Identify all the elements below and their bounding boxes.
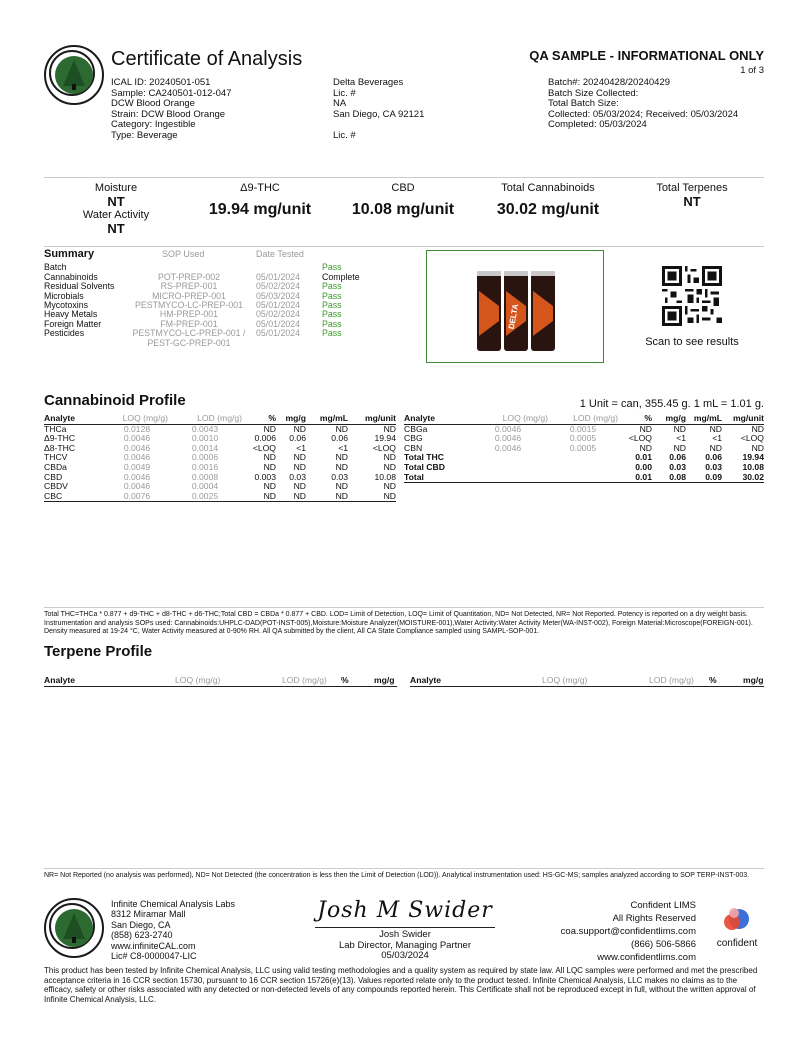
qr-caption: Scan to see results	[645, 336, 739, 348]
percent-cell: ND	[639, 442, 652, 453]
mg-g-cell: ND	[293, 452, 306, 463]
summary-row	[44, 339, 414, 348]
mg-ml-cell: ND	[335, 423, 348, 434]
terp-col-analyte-l: Analyte	[44, 675, 76, 685]
collected-received: Collected: 05/03/2024; Received: 05/03/2024	[548, 108, 739, 120]
signature-image: Josh M Swider	[317, 898, 493, 923]
client-city: San Diego, CA 92121	[333, 108, 425, 120]
lims-info	[561, 899, 696, 964]
loq-cell: 0.0046	[123, 481, 151, 492]
mg-g-cell: 0.06	[289, 433, 306, 444]
terpene-rule-right	[410, 686, 764, 687]
lab-license: Lic# C8-0000047-LIC	[111, 951, 197, 962]
empty-cell	[548, 463, 618, 473]
mg-g-cell: 0.03	[289, 471, 306, 482]
lod-cell: 0.0005	[569, 442, 597, 453]
mg-g-cell: <1	[676, 433, 686, 444]
page-number: 1 of 3	[740, 65, 764, 76]
analyte-cell: THCa	[44, 423, 67, 434]
percent-cell: 0.006	[254, 433, 276, 444]
lims-website[interactable]: www.confidentlims.com	[597, 952, 696, 963]
summary-header	[44, 250, 414, 259]
mg-ml-cell: ND	[709, 423, 722, 434]
summary-test-name: Microbials	[44, 290, 84, 301]
sample-id: Sample: CA240501-012-047	[111, 87, 232, 99]
analyte-cell: Δ9-THC	[44, 433, 76, 444]
analyte-cell: CBN	[404, 442, 423, 453]
summary-sop: PESTMYCO-LC-PREP-001	[134, 300, 244, 311]
terpene-rule-left	[44, 686, 397, 687]
d9-thc-label: Δ9-THC	[240, 182, 280, 194]
percent-cell: ND	[263, 452, 276, 463]
total-row	[404, 473, 764, 483]
mg-unit-cell: ND	[383, 481, 396, 492]
completed-date: Completed: 05/03/2024	[548, 119, 647, 130]
client-name: Delta Beverages	[333, 77, 404, 88]
col-mg-ml: mg/mL	[686, 414, 722, 424]
analyte-cell: CBD	[44, 471, 63, 482]
terp-col-percent-l: %	[341, 675, 349, 685]
terp-col-mg-g-l: mg/g	[374, 675, 395, 685]
mg-unit-cell: ND	[751, 423, 764, 434]
terp-col-percent-r: %	[709, 675, 717, 685]
signature-line	[315, 927, 495, 928]
lims-rights: All Rights Reserved	[612, 913, 696, 924]
moisture-label: Moisture	[94, 182, 138, 194]
summary-test-name: Foreign Matter	[44, 318, 102, 329]
page-title: Certificate of Analysis	[111, 48, 303, 70]
empty-cell	[548, 473, 618, 483]
moisture-metric	[60, 182, 172, 236]
summary-result: Pass	[322, 309, 342, 320]
client-lic-2: Lic. #	[333, 129, 356, 141]
mg-unit-cell: ND	[383, 452, 396, 463]
summary-test-name: Pesticides	[44, 328, 85, 339]
summary-spacer	[44, 339, 122, 348]
summary-result: Complete	[322, 271, 360, 282]
empty-cell	[468, 473, 548, 483]
cbd-label: CBD	[391, 182, 415, 194]
water-activity-value: NT	[107, 221, 125, 236]
product-image	[426, 250, 604, 363]
metrics-top-rule	[44, 177, 764, 178]
category: Category: Ingestible	[111, 119, 196, 130]
loq-cell: 0.0046	[494, 433, 522, 444]
terpene-title: Terpene Profile	[44, 643, 153, 660]
d9-thc-metric	[195, 182, 325, 219]
col-mg-unit: mg/unit	[722, 414, 764, 424]
mg-unit-cell: ND	[383, 423, 396, 434]
total-mg-ml-cell: 0.09	[686, 473, 722, 483]
col-analyte: Analyte	[44, 414, 106, 424]
percent-cell: <LOQ	[628, 433, 652, 444]
loq-cell: 0.0128	[123, 423, 151, 434]
lod-cell: 0.0015	[569, 423, 597, 434]
mg-ml-cell: <1	[338, 442, 348, 453]
total-terpenes-metric	[638, 182, 746, 209]
lab-name: Infinite Chemical Analysis Labs	[111, 899, 236, 909]
lod-cell: 0.0014	[191, 442, 219, 453]
footer-tree-icon	[55, 909, 93, 947]
summary-date: 05/02/2024	[256, 281, 301, 292]
terp-col-loq-r: LOQ (mg/g)	[542, 675, 588, 685]
total-name-cell: Total THC	[404, 452, 444, 463]
summary-date: 05/01/2024	[256, 328, 301, 339]
strain: Strain: DCW Blood Orange	[111, 108, 226, 120]
mg-unit-cell: ND	[348, 492, 396, 502]
lims-email[interactable]: coa.support@confidentlims.com	[560, 926, 696, 937]
total-percent-cell: 0.00	[635, 461, 652, 472]
col-lod: LOD (mg/g)	[168, 414, 242, 424]
signature-block	[310, 896, 500, 962]
lab-logo	[44, 45, 104, 105]
cbd-value: 10.08 mg/unit	[351, 201, 455, 218]
mg-g-cell: ND	[673, 442, 686, 453]
d9-thc-value: 19.94 mg/unit	[208, 201, 312, 218]
lod-cell: 0.0016	[191, 461, 219, 472]
col-percent: %	[242, 414, 276, 424]
analyte-cell: THCV	[44, 452, 68, 463]
total-percent-cell: 0.01	[635, 452, 652, 463]
summary-test-name: Batch	[44, 262, 67, 273]
confident-logo-icon	[722, 907, 752, 933]
lod-cell: 0.0010	[191, 433, 219, 444]
signer-title: Lab Director, Managing Partner	[338, 939, 472, 951]
summary-col-date: Date Tested	[256, 249, 304, 259]
summary-date: 05/02/2024	[256, 309, 301, 320]
analyte-cell: CBG	[404, 433, 423, 444]
water-activity-label: Water Activity	[82, 209, 150, 221]
disclaimer: This product has been tested by Infinite Chemical Analysis, LLC using valid testing methodologies and a quality system as required by state law. All LQC samples were performed and met the prescribed acceptance criteria in 16 CCR section 15730, pursuant to 16 CCR section 15726(e)(13). Values reported relate only to the product tested. Infinite Chemical Analysis, LLC makes no claims as to the efficacy, safety or other risks associated with any detected or non-detected levels of any compounds reported herein. This Certificate shall not be reproduced except in full, without the written approval of Infinite Chemical Analysis, LLC.	[44, 966, 758, 1004]
cbd-metric	[338, 182, 468, 219]
mg-ml-cell: <1	[712, 433, 722, 444]
client-blank	[333, 120, 424, 131]
loq-cell: 0.0046	[123, 452, 151, 463]
mg-g-cell: ND	[673, 423, 686, 434]
mg-ml-cell: ND	[335, 452, 348, 463]
terp-col-analyte-r: Analyte	[410, 675, 442, 685]
summary-sop: RS-PREP-001	[160, 281, 218, 292]
summary-result: Pass	[322, 300, 342, 311]
loq-cell: 0.0049	[123, 461, 151, 472]
terp-col-lod-r: LOD (mg/g)	[649, 675, 694, 685]
col-mg-g: mg/g	[276, 414, 306, 424]
mg-unit-cell: 10.08	[374, 471, 396, 482]
summary-col-sop: SOP Used	[162, 249, 205, 259]
summary-title: Summary	[44, 248, 95, 260]
mg-g-cell: ND	[293, 481, 306, 492]
summary-sop: MICRO-PREP-001	[152, 290, 226, 301]
beverage-cans-icon	[427, 251, 602, 361]
lod-cell: 0.0004	[191, 481, 219, 492]
loq-cell: 0.0046	[494, 423, 522, 434]
mg-g-cell: <1	[296, 442, 306, 453]
signer-name: Josh Swider	[379, 929, 431, 940]
lims-phone[interactable]: (866) 506-5866	[631, 939, 696, 950]
total-terpenes-label: Total Terpenes	[656, 182, 728, 194]
batch-number: Batch#: 20240428/20240429	[548, 77, 671, 88]
col-mg-g: mg/g	[652, 414, 686, 424]
summary-test-name: Mycotoxins	[44, 300, 88, 311]
summary-result: Pass	[322, 290, 342, 301]
mg-g-cell: ND	[276, 492, 306, 502]
summary-sop: PESTMYCO-LC-PREP-001 /	[132, 328, 246, 339]
analyte-cell: CBDV	[44, 481, 68, 492]
summary-rows	[44, 263, 414, 348]
summary-result: Pass	[322, 328, 342, 339]
summary-result: Pass	[322, 262, 342, 273]
cannabinoid-footnote: Total THC=THCa * 0.877 + d9-THC + d8-THC + d6-THC;Total CBD = CBDa * 0.877 + CBD. LOD= Limit of Detection, LOQ= Limit of Quantitation, ND= Not Detected, NR= Not Reported. Potency is reported on a dry weight basis. Instrumentation and analysis SOPs used: Cannabinoids:UHPLC-DAD(POT-INST-005),Moisture:Moisture Analyzer(MOISTURE-001),Water Activity:Water Activity Meter(WA-INST-002), Foreign Material:Microscope(FOREIGN-001). Density measured at 19-24 °C, Water Activity measured at 0-90% RH. All QA submitted by the client, All CA State Compliance sampled using SAMPL-SOP-001.	[44, 611, 753, 635]
loq-cell: 0.0046	[123, 471, 151, 482]
summary-sop: FM-PREP-001	[160, 318, 218, 329]
col-percent: %	[618, 414, 652, 424]
summary-sop-cont: PEST-GC-PREP-001	[147, 337, 231, 348]
summary-date: 05/01/2024	[256, 318, 301, 329]
total-mg-unit-cell: 10.08	[742, 461, 764, 472]
lab-city: San Diego, CA	[111, 919, 171, 930]
total-cannabinoids-label: Total Cannabinoids	[501, 182, 595, 194]
col-mg-ml: mg/mL	[306, 414, 348, 424]
sign-date: 05/03/2024	[381, 950, 429, 961]
total-batch-size: Total Batch Size:	[548, 98, 619, 109]
lod-cell: 0.0006	[191, 452, 219, 463]
mg-unit-cell: <LOQ	[740, 433, 764, 444]
total-name-cell: Total	[404, 473, 468, 483]
confident-logo	[714, 907, 760, 949]
mg-ml-cell: ND	[306, 492, 348, 502]
mg-g-cell: ND	[293, 461, 306, 472]
tree-icon	[55, 56, 93, 94]
total-mg-g-cell: 0.03	[669, 461, 686, 472]
percent-cell: 0.003	[254, 471, 276, 482]
mg-g-cell: ND	[293, 423, 306, 434]
summary-date: 05/03/2024	[256, 290, 301, 301]
mg-ml-cell: ND	[335, 481, 348, 492]
col-loq: LOQ (mg/g)	[468, 414, 548, 424]
total-name-cell: Total CBD	[404, 461, 445, 472]
lab-address	[111, 899, 235, 961]
lims-name: Confident LIMS	[630, 900, 696, 911]
mg-unit-cell: ND	[751, 442, 764, 453]
confident-brand: confident	[716, 938, 758, 949]
qr-code-icon[interactable]	[662, 266, 722, 326]
total-mg-unit-cell: 30.02	[722, 473, 764, 483]
terpene-footnote: NR= Not Reported (no analysis was performed), ND= Not Detected (the concentration is less then the Limit of Detection (LOD)). Analytical instrumentation used: HS-GC-MS; samples analyzed according to SOP TERP-INST-003.	[44, 872, 750, 879]
empty-cell	[468, 453, 548, 463]
summary-date: 05/01/2024	[256, 300, 301, 311]
percent-cell: <LOQ	[252, 442, 276, 453]
empty-cell	[468, 463, 548, 473]
analyte-cell: Δ8-THC	[44, 442, 76, 453]
summary-date: 05/01/2024	[256, 271, 301, 282]
loq-cell: 0.0076	[106, 492, 168, 502]
terpene-footnote-rule	[44, 868, 764, 869]
lab-website[interactable]: www.infiniteCAL.com	[111, 940, 196, 951]
mg-ml-cell: 0.06	[331, 433, 348, 444]
client-lic: Lic. #	[333, 87, 356, 99]
footer-lab-logo	[44, 898, 104, 958]
summary-result: Pass	[322, 281, 342, 292]
analyte-cell: CBDa	[44, 461, 67, 472]
product-name: DCW Blood Orange	[111, 98, 195, 109]
summary-test-name: Residual Solvents	[44, 281, 115, 292]
summary-result: Pass	[322, 318, 342, 329]
cannabinoid-title: Cannabinoid Profile	[44, 392, 186, 409]
mg-ml-cell: ND	[709, 442, 722, 453]
terp-col-mg-g-r: mg/g	[743, 675, 764, 685]
percent-cell: ND	[263, 481, 276, 492]
mg-ml-cell: ND	[335, 461, 348, 472]
cannabinoid-header-right	[404, 414, 764, 424]
lod-cell: 0.0025	[168, 492, 242, 502]
mg-unit-cell: ND	[383, 461, 396, 472]
summary-sop: HM-PREP-001	[159, 309, 219, 320]
col-analyte: Analyte	[404, 414, 468, 424]
total-terpenes-value: NT	[683, 194, 701, 209]
client-info	[333, 78, 424, 141]
total-mg-g-cell: 0.06	[669, 452, 686, 463]
total-mg-ml-cell: 0.03	[705, 461, 722, 472]
type: Type: Beverage	[111, 129, 178, 141]
metrics-bottom-rule	[44, 246, 764, 247]
total-mg-unit-cell: 19.94	[742, 452, 764, 463]
col-loq: LOQ (mg/g)	[106, 414, 168, 424]
lab-phone[interactable]: (858) 623-2740	[111, 930, 173, 941]
mg-unit-cell: <LOQ	[372, 442, 396, 453]
client-na: NA	[333, 98, 347, 109]
terp-col-loq-l: LOQ (mg/g)	[175, 675, 221, 685]
batch-size-collected: Batch Size Collected:	[548, 87, 639, 99]
analyte-cell: CBGa	[404, 423, 428, 434]
summary-section	[44, 250, 414, 348]
total-percent-cell: 0.01	[618, 473, 652, 483]
summary-test-name: Cannabinoids	[44, 271, 98, 282]
percent-cell: ND	[242, 492, 276, 502]
col-lod: LOD (mg/g)	[548, 414, 618, 424]
cannabinoid-table-left	[44, 414, 396, 502]
footnote-rule	[44, 607, 764, 608]
terp-col-lod-l: LOD (mg/g)	[282, 675, 327, 685]
lab-street: 8312 Miramar Mall	[111, 909, 186, 920]
lod-cell: 0.0043	[191, 423, 219, 434]
total-cannabinoids-metric	[478, 182, 618, 219]
percent-cell: ND	[639, 423, 652, 434]
lod-cell: 0.0008	[191, 471, 219, 482]
batch-info	[548, 78, 738, 131]
lod-cell: 0.0005	[569, 433, 597, 444]
table-row	[44, 492, 396, 502]
summary-row	[44, 282, 414, 291]
qa-notice: QA SAMPLE - INFORMATIONAL ONLY	[529, 48, 764, 63]
summary-sop: POT-PREP-002	[157, 271, 221, 282]
can-brand-text: DELTA	[506, 303, 521, 330]
analyte-cell: CBC	[44, 492, 106, 502]
mg-unit-cell: 19.94	[374, 433, 396, 444]
loq-cell: 0.0046	[494, 442, 522, 453]
empty-cell	[548, 453, 618, 463]
sample-info	[111, 78, 231, 141]
cannabinoid-table-right	[404, 414, 764, 483]
summary-row	[44, 301, 414, 310]
percent-cell: ND	[263, 461, 276, 472]
total-mg-g-cell: 0.08	[652, 473, 686, 483]
mg-ml-cell: 0.03	[331, 471, 348, 482]
total-cannabinoids-value: 30.02 mg/unit	[496, 201, 600, 218]
total-mg-ml-cell: 0.06	[705, 452, 722, 463]
ical-id: ICAL ID: 20240501-051	[111, 77, 211, 88]
col-mg-unit: mg/unit	[348, 414, 396, 424]
cannabinoid-header-left	[44, 414, 396, 424]
loq-cell: 0.0046	[123, 433, 151, 444]
summary-test-name: Heavy Metals	[44, 309, 98, 320]
percent-cell: ND	[263, 423, 276, 434]
unit-note: 1 Unit = can, 355.45 g. 1 mL = 1.01 g.	[579, 398, 764, 410]
moisture-value: NT	[107, 194, 125, 209]
loq-cell: 0.0046	[123, 442, 151, 453]
